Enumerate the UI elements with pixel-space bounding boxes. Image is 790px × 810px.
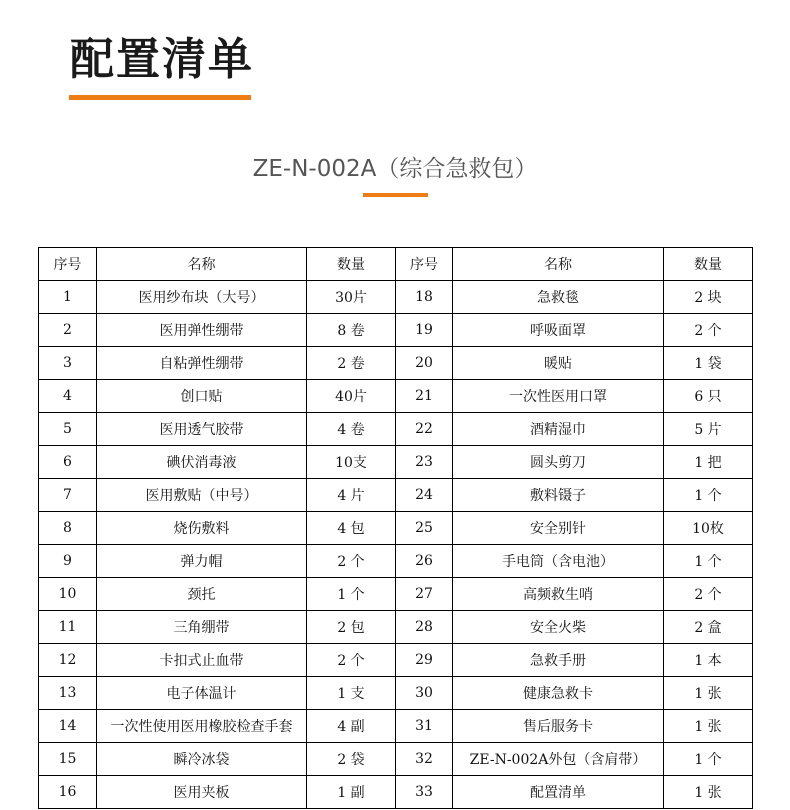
item-quantity-cell: 2 个 [307, 644, 396, 677]
item-number-cell: 22 [396, 413, 453, 446]
table-row [39, 743, 753, 776]
item-number-cell: 2 [39, 314, 97, 347]
item-number-cell: 16 [39, 776, 97, 809]
item-number-cell: 11 [39, 611, 97, 644]
table-row [39, 446, 753, 479]
item-name-cell: 创口贴 [97, 380, 307, 413]
item-name-cell: 颈托 [97, 578, 307, 611]
item-quantity-cell: 8 卷 [307, 314, 396, 347]
item-name-cell: 电子体温计 [97, 677, 307, 710]
item-number-cell: 14 [39, 710, 97, 743]
item-name-cell: 售后服务卡 [453, 710, 664, 743]
item-quantity-cell: 30片 [307, 281, 396, 314]
item-number-cell: 20 [396, 347, 453, 380]
item-name-cell: 三角绷带 [97, 611, 307, 644]
item-name-cell: 健康急救卡 [453, 677, 664, 710]
item-quantity-cell: 40片 [307, 380, 396, 413]
table-row [39, 281, 753, 314]
configuration-table [38, 247, 753, 809]
column-header-qty-header: 数量 [664, 248, 753, 281]
column-header-name-header: 名称 [97, 248, 307, 281]
column-header-name-header: 名称 [453, 248, 664, 281]
item-name-cell: 一次性医用口罩 [453, 380, 664, 413]
table-row [39, 611, 753, 644]
item-name-cell: 手电筒（含电池） [453, 545, 664, 578]
table-row [39, 644, 753, 677]
item-quantity-cell: 6 只 [664, 380, 753, 413]
item-name-cell: ZE-N-002A外包（含肩带） [453, 743, 664, 776]
table-row [39, 314, 753, 347]
title-underline [69, 95, 251, 100]
item-quantity-cell: 2 个 [664, 578, 753, 611]
subtitle-underline [363, 193, 428, 197]
item-number-cell: 6 [39, 446, 97, 479]
item-quantity-cell: 1 本 [664, 644, 753, 677]
column-header-qty-header: 数量 [307, 248, 396, 281]
item-quantity-cell: 2 盒 [664, 611, 753, 644]
column-header-seq-header: 序号 [39, 248, 97, 281]
item-name-cell: 酒精湿巾 [453, 413, 664, 446]
table-row [39, 578, 753, 611]
item-name-cell: 自粘弹性绷带 [97, 347, 307, 380]
item-number-cell: 30 [396, 677, 453, 710]
item-name-cell: 一次性使用医用橡胶检查手套 [97, 710, 307, 743]
item-name-cell: 碘伏消毒液 [97, 446, 307, 479]
item-number-cell: 4 [39, 380, 97, 413]
item-name-cell: 安全火柴 [453, 611, 664, 644]
item-quantity-cell: 1 把 [664, 446, 753, 479]
item-number-cell: 23 [396, 446, 453, 479]
item-name-cell: 医用夹板 [97, 776, 307, 809]
item-quantity-cell: 4 副 [307, 710, 396, 743]
item-number-cell: 3 [39, 347, 97, 380]
item-name-cell: 弹力帽 [97, 545, 307, 578]
table-row [39, 380, 753, 413]
item-name-cell: 瞬冷冰袋 [97, 743, 307, 776]
table-header-row [39, 248, 753, 281]
item-quantity-cell: 1 个 [664, 743, 753, 776]
item-name-cell: 烧伤敷料 [97, 512, 307, 545]
table-row [39, 347, 753, 380]
item-name-cell: 医用透气胶带 [97, 413, 307, 446]
item-number-cell: 21 [396, 380, 453, 413]
item-quantity-cell: 4 片 [307, 479, 396, 512]
item-quantity-cell: 2 包 [307, 611, 396, 644]
item-number-cell: 13 [39, 677, 97, 710]
item-number-cell: 28 [396, 611, 453, 644]
table-row [39, 677, 753, 710]
item-quantity-cell: 1 个 [307, 578, 396, 611]
item-quantity-cell: 1 副 [307, 776, 396, 809]
item-name-cell: 卡扣式止血带 [97, 644, 307, 677]
item-number-cell: 8 [39, 512, 97, 545]
item-number-cell: 9 [39, 545, 97, 578]
item-quantity-cell: 2 个 [664, 314, 753, 347]
item-name-cell: 安全别针 [453, 512, 664, 545]
item-number-cell: 25 [396, 512, 453, 545]
item-name-cell: 医用敷贴（中号） [97, 479, 307, 512]
page-title: 配置清单 [70, 34, 254, 85]
item-quantity-cell: 1 个 [664, 545, 753, 578]
item-number-cell: 1 [39, 281, 97, 314]
item-number-cell: 26 [396, 545, 453, 578]
item-number-cell: 24 [396, 479, 453, 512]
item-name-cell: 圆头剪刀 [453, 446, 664, 479]
item-number-cell: 18 [396, 281, 453, 314]
table-row [39, 479, 753, 512]
item-name-cell: 暖贴 [453, 347, 664, 380]
table-body [39, 281, 753, 809]
item-quantity-cell: 2 袋 [307, 743, 396, 776]
item-number-cell: 33 [396, 776, 453, 809]
table-row [39, 776, 753, 809]
item-quantity-cell: 4 卷 [307, 413, 396, 446]
item-quantity-cell: 5 片 [664, 413, 753, 446]
item-quantity-cell: 1 袋 [664, 347, 753, 380]
item-number-cell: 7 [39, 479, 97, 512]
item-name-cell: 高频救生哨 [453, 578, 664, 611]
item-quantity-cell: 4 包 [307, 512, 396, 545]
item-quantity-cell: 2 卷 [307, 347, 396, 380]
product-subtitle: ZE-N-002A（综合急救包） [252, 156, 538, 182]
item-quantity-cell: 1 个 [664, 479, 753, 512]
item-quantity-cell: 2 块 [664, 281, 753, 314]
table-row [39, 545, 753, 578]
column-header-seq-header: 序号 [396, 248, 453, 281]
item-name-cell: 医用弹性绷带 [97, 314, 307, 347]
item-number-cell: 31 [396, 710, 453, 743]
item-number-cell: 10 [39, 578, 97, 611]
item-number-cell: 27 [396, 578, 453, 611]
table-row [39, 710, 753, 743]
item-name-cell: 医用纱布块（大号） [97, 281, 307, 314]
item-quantity-cell: 2 个 [307, 545, 396, 578]
item-quantity-cell: 1 支 [307, 677, 396, 710]
item-name-cell: 配置清单 [453, 776, 664, 809]
item-quantity-cell: 10枚 [664, 512, 753, 545]
item-name-cell: 敷料镊子 [453, 479, 664, 512]
item-quantity-cell: 10支 [307, 446, 396, 479]
item-name-cell: 急救毯 [453, 281, 664, 314]
table-row [39, 512, 753, 545]
item-quantity-cell: 1 张 [664, 710, 753, 743]
item-number-cell: 12 [39, 644, 97, 677]
table-row [39, 413, 753, 446]
item-name-cell: 呼吸面罩 [453, 314, 664, 347]
item-number-cell: 19 [396, 314, 453, 347]
item-name-cell: 急救手册 [453, 644, 664, 677]
item-number-cell: 32 [396, 743, 453, 776]
item-number-cell: 15 [39, 743, 97, 776]
item-number-cell: 5 [39, 413, 97, 446]
item-quantity-cell: 1 张 [664, 677, 753, 710]
item-number-cell: 29 [396, 644, 453, 677]
item-quantity-cell: 1 张 [664, 776, 753, 809]
